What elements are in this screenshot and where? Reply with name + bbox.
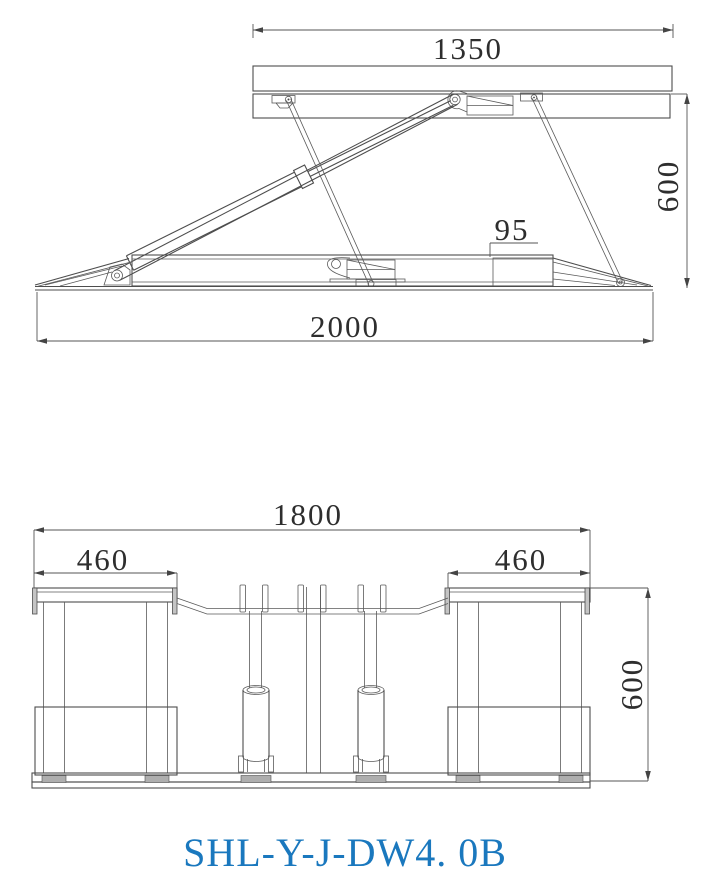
dim-lift-height-front (590, 588, 651, 781)
platform (253, 66, 672, 118)
dim-platform-length (253, 24, 673, 66)
dim-right-platform-width-label: 460 (494, 542, 548, 577)
cross-beam (177, 585, 448, 773)
front-cylinder-left (239, 611, 274, 772)
hydraulic-cylinder (126, 101, 453, 271)
dim-platform-length-label: 1350 (433, 31, 503, 66)
front-cylinder-right (354, 611, 389, 772)
side-view (35, 24, 690, 344)
dim-left-platform-width-label: 460 (76, 542, 130, 577)
dim-lift-height-front-label: 600 (614, 657, 649, 711)
dim-left-platform-width (34, 542, 177, 588)
base-frame (35, 255, 653, 290)
dim-lift-height-side (650, 94, 690, 288)
front-view (32, 497, 651, 788)
dim-lift-height-side-label: 600 (650, 159, 685, 213)
dim-lowered-height (490, 212, 538, 257)
model-label: SHL-Y-J-DW4. 0B (183, 830, 507, 875)
dim-right-platform-width (448, 542, 590, 588)
dim-base-length (37, 292, 653, 344)
dim-lowered-height-label: 95 (494, 212, 530, 247)
dim-overall-width-label: 1800 (273, 497, 343, 532)
front-platforms (33, 588, 591, 614)
dim-base-length-label: 2000 (310, 309, 380, 344)
right-ramp (553, 258, 651, 287)
left-ramp (35, 257, 132, 287)
front-legs (35, 602, 590, 775)
